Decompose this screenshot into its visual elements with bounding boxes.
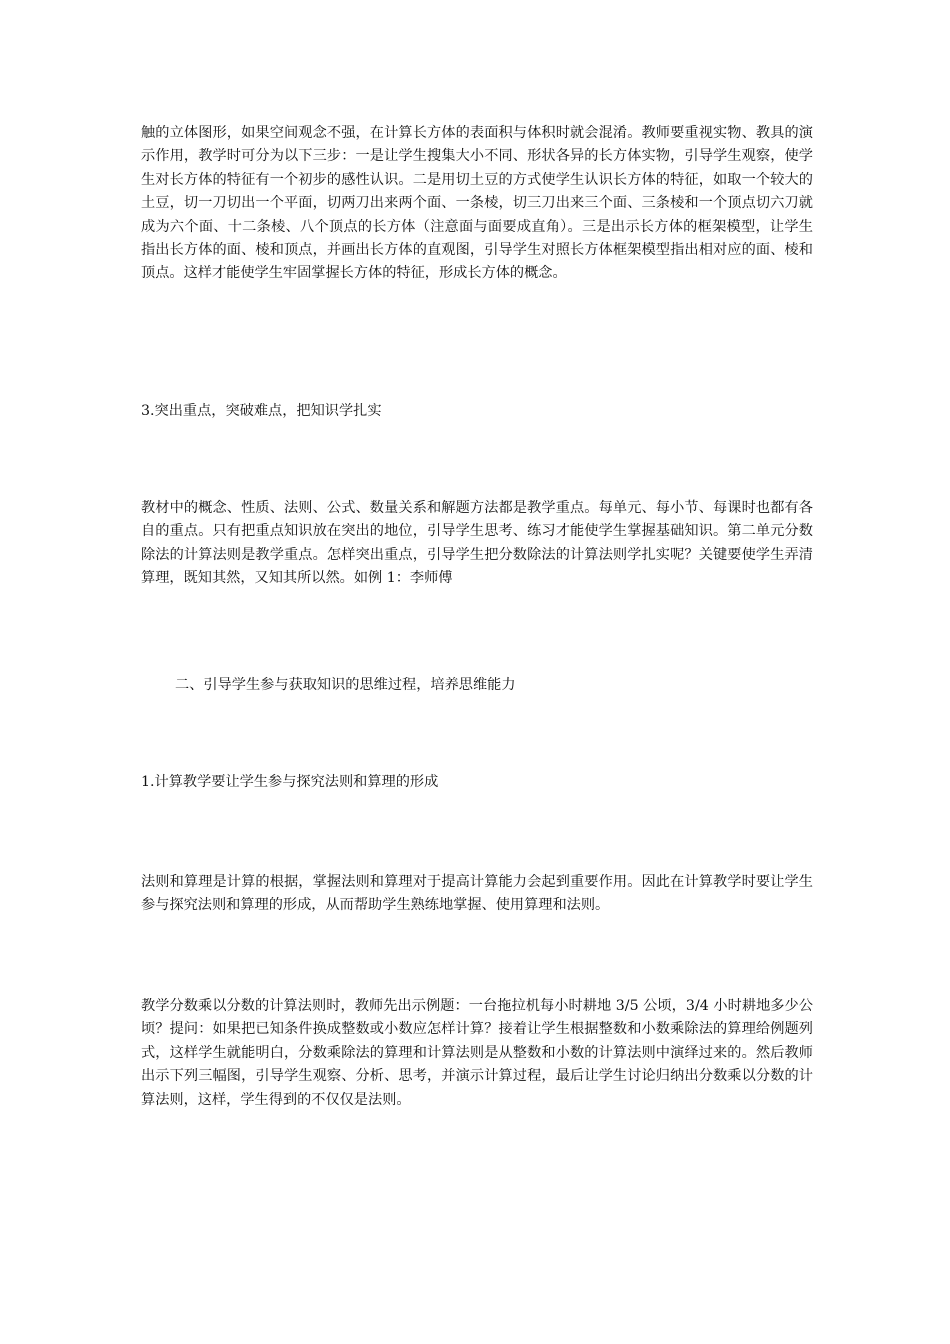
- heading-highlight-key-points: 3.突出重点，突破难点，把知识学扎实: [141, 403, 382, 419]
- heading-calculation-teaching: 1.计算教学要让学生参与探究法则和算理的形成: [141, 774, 439, 790]
- paragraph-key-points: 教材中的概念、性质、法则、公式、数量关系和解题方法都是教学重点。每单元、每小节、每课时也都有各自的重点。只有把重点知识放在突出的地位，引导学生思考、练习才能使学生掌握基础知识。第二单元分数除法的计算法则是教学重点。怎样突出重点，引导学生把分数除法的计算法则学扎实呢？关键要使学生弄清算理，既知其然，又知其所以然。如例 1：李师傅: [141, 500, 813, 587]
- heading-section-two: 二、引导学生参与获取知识的思维过程，培养思维能力: [175, 677, 516, 693]
- paragraph-fraction-multiplication: 教学分数乘以分数的计算法则时，教师先出示例题：一台拖拉机每小时耕地 3/5 公顷，3/4 小时耕地多少公顷？提问：如果把已知条件换成整数或小数应怎样计算？接着让学生根据整数和小数乘除法的算理给例题列式，这样学生就能明白，分数乘除法的算理和计算法则是从整数和小数的计算法则中演绎过来的。然后教师出示下列三幅图，引导学生观察、分析、思考，并演示计算过程，最后让学生讨论归纳出分数乘以分数的计算法则，这样，学生得到的不仅仅是法则。: [141, 998, 813, 1108]
- paragraph-rules-and-reasoning: 法则和算理是计算的根据，掌握法则和算理对于提高计算能力会起到重要作用。因此在计算教学时要让学生参与探究法则和算理的形成，从而帮助学生熟练地掌握、使用算理和法则。: [141, 874, 813, 914]
- paragraph-cuboid-teaching-steps: 触的立体图形，如果空间观念不强，在计算长方体的表面积与体积时就会混淆。教师要重视实物、教具的演示作用，教学时可分为以下三步：一是让学生搜集大小不同、形状各异的长方体实物，引导学生观察，使学生对长方体的特征有一个初步的感性认识。二是用切土豆的方式使学生认识长方体的特征，如取一个较大的土豆，切一刀切出一个平面，切两刀出来两个面、一条棱，切三刀出来三个面、三条棱和一个顶点切六刀就成为六个面、十二条棱、八个顶点的长方体（注意面与面要成直角）。三是出示长方体的框架模型，让学生指出长方体的面、棱和顶点，并画出长方体的直观图，引导学生对照长方体框架模型指出相对应的面、棱和顶点。这样才能使学生牢固掌握长方体的特征，形成长方体的概念。: [141, 125, 813, 282]
